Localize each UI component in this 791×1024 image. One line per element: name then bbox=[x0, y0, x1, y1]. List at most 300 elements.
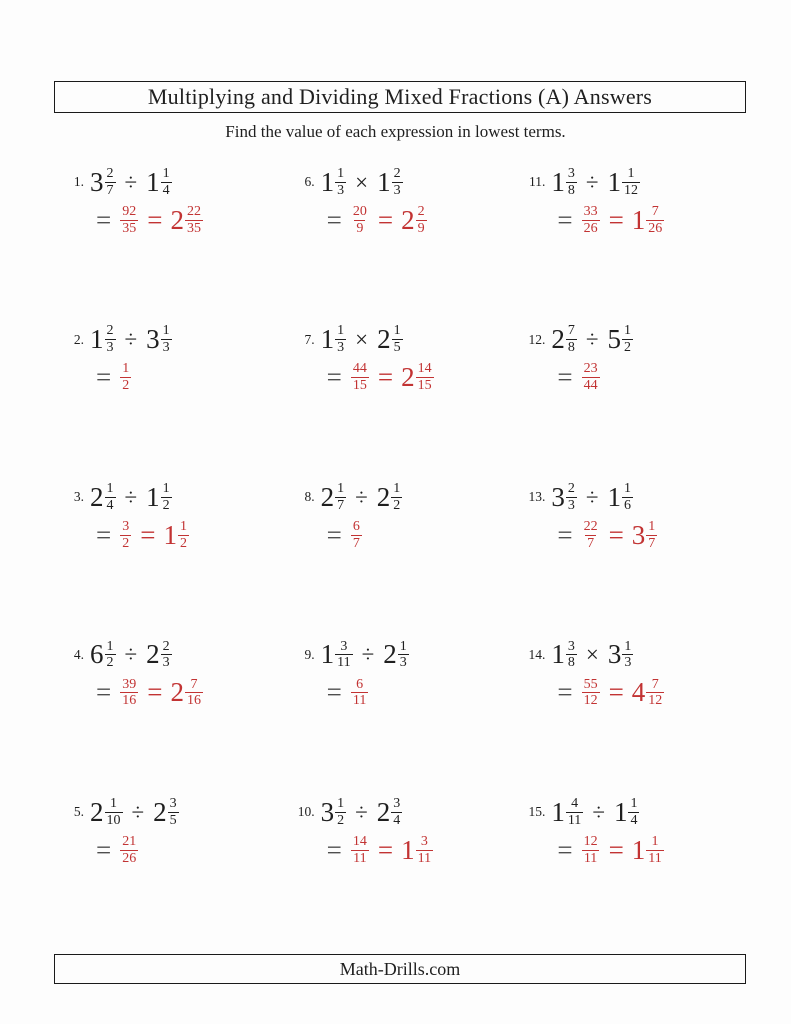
operator: ÷ bbox=[124, 484, 138, 510]
fraction-denominator: 12 bbox=[623, 182, 638, 198]
mixed-answer bbox=[163, 519, 197, 551]
fraction-numerator: 1 bbox=[630, 796, 638, 812]
worksheet-title: Multiplying and Dividing Mixed Fractions (A) Answers bbox=[147, 84, 653, 109]
question-expression bbox=[321, 639, 409, 671]
equals-sign: = bbox=[326, 519, 342, 550]
operator: × bbox=[585, 642, 599, 668]
fraction-numerator: 1 bbox=[624, 638, 632, 654]
fraction bbox=[646, 834, 663, 866]
fraction-denominator: 4 bbox=[162, 182, 170, 198]
fraction bbox=[392, 166, 403, 198]
problem-12 bbox=[515, 316, 746, 474]
first-operand bbox=[321, 796, 347, 828]
fraction bbox=[120, 519, 131, 551]
fraction-numerator: 23 bbox=[583, 361, 598, 377]
fraction-numerator: 7 bbox=[190, 676, 198, 692]
mixed-number-answer bbox=[632, 204, 665, 236]
improper-answer bbox=[581, 677, 608, 709]
fraction-numerator: 3 bbox=[169, 796, 177, 812]
question-expression bbox=[90, 796, 179, 828]
fraction-denominator: 8 bbox=[567, 655, 575, 671]
whole-number: 3 bbox=[320, 796, 335, 827]
fraction-denominator: 15 bbox=[352, 378, 367, 394]
fraction-numerator: 1 bbox=[162, 165, 170, 181]
improper-answer bbox=[119, 361, 139, 393]
fraction-denominator: 15 bbox=[417, 378, 432, 394]
answer-line bbox=[557, 515, 746, 555]
mixed-number-answer bbox=[170, 677, 203, 709]
answer-line bbox=[327, 673, 516, 713]
question-expression bbox=[551, 796, 639, 828]
fraction bbox=[335, 796, 346, 828]
question-line bbox=[54, 164, 285, 200]
second-operand bbox=[146, 639, 172, 671]
mixed-number-answer bbox=[401, 361, 434, 393]
fraction bbox=[566, 166, 577, 198]
whole-number: 1 bbox=[401, 834, 415, 865]
fraction bbox=[398, 639, 409, 671]
improper-fraction bbox=[119, 677, 138, 709]
equals-sign: = bbox=[377, 362, 394, 393]
mixed-answer bbox=[401, 834, 441, 866]
whole-number: 1 bbox=[613, 796, 628, 827]
operator: ÷ bbox=[585, 327, 599, 353]
mixed-answer bbox=[401, 204, 435, 236]
fraction-numerator: 2 bbox=[106, 323, 114, 339]
equals-sign: = bbox=[608, 204, 624, 235]
fraction-numerator: 2 bbox=[417, 203, 425, 219]
improper-answer bbox=[581, 519, 608, 551]
equals-sign: = bbox=[326, 834, 342, 865]
fraction-denominator: 11 bbox=[567, 812, 582, 828]
fraction bbox=[416, 204, 427, 236]
fraction-denominator: 7 bbox=[648, 535, 656, 551]
whole-number: 2 bbox=[146, 639, 160, 670]
equals-sign: = bbox=[377, 834, 394, 865]
question-line bbox=[515, 637, 746, 673]
fraction-numerator: 14 bbox=[352, 834, 367, 850]
answer-line bbox=[557, 358, 746, 398]
equals-sign: = bbox=[326, 362, 342, 393]
fraction-denominator: 11 bbox=[352, 693, 367, 709]
mixed-answer bbox=[170, 677, 211, 709]
problem-number: 13. bbox=[528, 489, 546, 505]
fraction-denominator: 11 bbox=[648, 850, 662, 866]
fraction-numerator: 1 bbox=[393, 323, 401, 339]
problem-11 bbox=[515, 158, 746, 316]
whole-number: 1 bbox=[146, 481, 160, 512]
fraction-denominator: 10 bbox=[106, 812, 121, 828]
problem-number: 4. bbox=[73, 646, 84, 662]
problem-10 bbox=[285, 788, 516, 946]
fraction-denominator: 2 bbox=[122, 378, 130, 394]
whole-number: 4 bbox=[631, 677, 646, 708]
whole-number: 2 bbox=[551, 324, 565, 355]
fraction-numerator: 33 bbox=[583, 203, 598, 219]
fraction-numerator: 1 bbox=[162, 481, 170, 497]
question-line bbox=[285, 164, 516, 200]
problem-number: 9. bbox=[304, 646, 315, 662]
fraction bbox=[168, 796, 179, 828]
question-expression bbox=[321, 796, 403, 828]
operator: ÷ bbox=[585, 484, 599, 510]
fraction-denominator: 11 bbox=[417, 850, 432, 866]
first-operand bbox=[551, 166, 577, 198]
fraction-denominator: 2 bbox=[106, 655, 114, 671]
fraction-numerator: 3 bbox=[340, 638, 348, 654]
fraction-numerator: 14 bbox=[417, 361, 432, 377]
fraction-denominator: 8 bbox=[567, 182, 575, 198]
problem-number: 7. bbox=[304, 331, 315, 347]
operator: ÷ bbox=[361, 642, 375, 668]
problem-number: 8. bbox=[304, 489, 315, 505]
fraction-denominator: 3 bbox=[337, 340, 345, 356]
fraction bbox=[335, 639, 352, 671]
whole-number: 2 bbox=[320, 481, 335, 512]
fraction-denominator: 35 bbox=[122, 220, 137, 236]
question-line bbox=[54, 479, 285, 515]
fraction-numerator: 3 bbox=[420, 834, 428, 850]
mixed-number-answer bbox=[401, 834, 433, 866]
fraction bbox=[391, 481, 402, 513]
second-operand bbox=[146, 166, 172, 198]
problem-3 bbox=[54, 473, 285, 631]
equals-sign: = bbox=[608, 677, 624, 708]
whole-number: 2 bbox=[377, 324, 391, 355]
second-operand bbox=[377, 796, 403, 828]
fraction bbox=[582, 519, 600, 551]
improper-answer bbox=[350, 834, 377, 866]
fraction-denominator: 2 bbox=[393, 497, 401, 513]
fraction-denominator: 7 bbox=[352, 535, 360, 551]
first-operand bbox=[551, 481, 577, 513]
operator: ÷ bbox=[355, 799, 368, 825]
second-operand bbox=[377, 166, 403, 198]
question-line bbox=[54, 637, 285, 673]
equals-sign: = bbox=[557, 834, 573, 865]
second-operand bbox=[153, 796, 179, 828]
improper-fraction bbox=[119, 834, 138, 866]
improper-fraction bbox=[350, 361, 369, 393]
fraction bbox=[161, 323, 172, 355]
fraction bbox=[646, 677, 664, 709]
improper-answer bbox=[581, 834, 608, 866]
mixed-number-answer bbox=[632, 834, 664, 866]
first-operand bbox=[551, 796, 583, 828]
fraction-numerator: 20 bbox=[352, 203, 367, 219]
fraction-denominator: 4 bbox=[393, 812, 401, 828]
second-operand bbox=[607, 481, 633, 513]
improper-fraction bbox=[350, 834, 369, 866]
operator: ÷ bbox=[124, 642, 138, 668]
fraction-denominator: 2 bbox=[122, 535, 130, 551]
answer-line bbox=[96, 830, 285, 870]
whole-number: 2 bbox=[383, 639, 397, 670]
whole-number: 1 bbox=[90, 324, 104, 355]
whole-number: 2 bbox=[170, 677, 184, 708]
second-operand bbox=[146, 481, 172, 513]
question-line bbox=[515, 479, 746, 515]
whole-number: 3 bbox=[607, 639, 622, 670]
improper-answer bbox=[350, 361, 377, 393]
fraction-numerator: 1 bbox=[179, 519, 187, 535]
first-operand bbox=[321, 481, 347, 513]
question-expression bbox=[551, 481, 633, 513]
fraction-denominator: 3 bbox=[337, 182, 345, 198]
mixed-answer bbox=[170, 204, 211, 236]
improper-answer bbox=[350, 204, 377, 236]
first-operand bbox=[551, 323, 577, 355]
fraction-denominator: 3 bbox=[567, 497, 575, 513]
answer-line bbox=[557, 200, 746, 240]
fraction bbox=[161, 639, 172, 671]
equals-sign: = bbox=[326, 677, 342, 708]
first-operand bbox=[90, 166, 116, 198]
answer-line bbox=[327, 200, 516, 240]
problem-9 bbox=[285, 631, 516, 789]
operator: ÷ bbox=[124, 169, 138, 195]
fraction bbox=[582, 834, 600, 866]
fraction-numerator: 22 bbox=[186, 203, 201, 219]
fraction-numerator: 1 bbox=[393, 481, 401, 497]
fraction-numerator: 7 bbox=[651, 676, 659, 692]
fraction bbox=[622, 166, 640, 198]
whole-number: 1 bbox=[607, 481, 621, 512]
fraction-denominator: 7 bbox=[587, 535, 595, 551]
answer-line bbox=[327, 358, 516, 398]
fraction bbox=[105, 796, 123, 828]
question-line bbox=[285, 637, 516, 673]
whole-number: 3 bbox=[631, 519, 646, 550]
fraction-denominator: 26 bbox=[648, 220, 663, 236]
answer-line bbox=[557, 673, 746, 713]
second-operand bbox=[607, 323, 633, 355]
fraction bbox=[622, 481, 633, 513]
operator: ÷ bbox=[592, 799, 605, 825]
fraction-numerator: 1 bbox=[106, 638, 114, 654]
whole-number: 5 bbox=[607, 324, 621, 355]
footer-box bbox=[54, 954, 746, 984]
fraction-denominator: 4 bbox=[106, 497, 114, 513]
improper-answer bbox=[119, 834, 146, 866]
fraction-denominator: 9 bbox=[417, 220, 425, 236]
improper-fraction bbox=[119, 361, 131, 393]
whole-number: 1 bbox=[377, 166, 391, 197]
whole-number: 1 bbox=[551, 639, 565, 670]
question-line bbox=[515, 164, 746, 200]
problem-15 bbox=[515, 788, 746, 946]
fraction-numerator: 39 bbox=[122, 676, 137, 692]
fraction-denominator: 11 bbox=[353, 850, 367, 866]
fraction bbox=[582, 361, 600, 393]
whole-number: 1 bbox=[551, 796, 565, 827]
whole-number: 1 bbox=[320, 166, 335, 197]
problem-13 bbox=[515, 473, 746, 631]
question-expression bbox=[321, 323, 403, 355]
equals-sign: = bbox=[96, 204, 112, 235]
fraction-denominator: 35 bbox=[186, 220, 201, 236]
whole-number: 6 bbox=[90, 639, 104, 670]
operator: ÷ bbox=[585, 169, 599, 195]
whole-number: 2 bbox=[401, 204, 415, 235]
equals-sign: = bbox=[96, 834, 112, 865]
fraction bbox=[120, 361, 131, 393]
whole-number: 1 bbox=[607, 166, 621, 197]
fraction bbox=[351, 834, 369, 866]
fraction-numerator: 12 bbox=[583, 834, 598, 850]
fraction bbox=[628, 796, 639, 828]
fraction-numerator: 2 bbox=[567, 481, 575, 497]
problem-number: 14. bbox=[528, 646, 546, 662]
fraction bbox=[105, 481, 116, 513]
fraction bbox=[161, 481, 172, 513]
fraction bbox=[391, 796, 402, 828]
fraction-numerator: 21 bbox=[122, 834, 137, 850]
fraction bbox=[105, 323, 116, 355]
whole-number: 2 bbox=[90, 481, 104, 512]
improper-fraction bbox=[350, 677, 368, 709]
worksheet-title-box bbox=[54, 81, 746, 113]
question-expression bbox=[90, 166, 172, 198]
first-operand bbox=[551, 639, 577, 671]
improper-fraction bbox=[581, 204, 600, 236]
fraction-numerator: 1 bbox=[627, 165, 635, 181]
answer-line bbox=[557, 830, 746, 870]
question-expression bbox=[90, 323, 172, 355]
fraction-denominator: 26 bbox=[122, 850, 137, 866]
improper-fraction bbox=[581, 677, 600, 709]
fraction-numerator: 1 bbox=[337, 481, 345, 497]
fraction-denominator: 3 bbox=[162, 340, 170, 356]
equals-sign: = bbox=[377, 204, 394, 235]
mixed-number-answer bbox=[632, 677, 665, 709]
improper-answer bbox=[119, 519, 139, 551]
equals-sign: = bbox=[96, 362, 112, 393]
answer-line bbox=[96, 200, 285, 240]
improper-answer bbox=[119, 677, 146, 709]
fraction-numerator: 1 bbox=[337, 796, 345, 812]
fraction bbox=[120, 204, 138, 236]
problem-8 bbox=[285, 473, 516, 631]
equals-sign: = bbox=[557, 677, 573, 708]
question-line bbox=[285, 479, 516, 515]
fraction-denominator: 26 bbox=[583, 220, 598, 236]
equals-sign: = bbox=[608, 834, 624, 865]
mixed-number-answer bbox=[401, 204, 427, 236]
improper-answer bbox=[581, 204, 608, 236]
fraction-numerator: 3 bbox=[122, 519, 130, 535]
mixed-answer bbox=[632, 677, 673, 709]
fraction-numerator: 1 bbox=[162, 323, 170, 339]
fraction-denominator: 3 bbox=[162, 655, 170, 671]
problem-number: 10. bbox=[297, 804, 315, 820]
fraction-numerator: 1 bbox=[106, 481, 114, 497]
fraction-denominator: 44 bbox=[583, 378, 598, 394]
question-line bbox=[515, 322, 746, 358]
answer-line bbox=[96, 673, 285, 713]
fraction-denominator: 2 bbox=[179, 535, 187, 551]
problem-6 bbox=[285, 158, 516, 316]
problem-7 bbox=[285, 316, 516, 474]
fraction-numerator: 6 bbox=[356, 676, 364, 692]
equals-sign: = bbox=[557, 362, 573, 393]
whole-number: 1 bbox=[631, 204, 646, 235]
problem-number: 11. bbox=[528, 174, 546, 189]
fraction-numerator: 1 bbox=[122, 361, 130, 377]
fraction-denominator: 5 bbox=[169, 812, 177, 828]
equals-sign: = bbox=[557, 204, 573, 235]
fraction-numerator: 22 bbox=[583, 519, 598, 535]
fraction-denominator: 3 bbox=[399, 655, 407, 671]
question-expression bbox=[90, 639, 172, 671]
improper-fraction bbox=[350, 204, 369, 236]
fraction-numerator: 1 bbox=[399, 638, 407, 654]
fraction-denominator: 2 bbox=[162, 497, 170, 513]
question-expression bbox=[321, 481, 403, 513]
fraction bbox=[582, 677, 600, 709]
operator: × bbox=[355, 327, 369, 353]
fraction-denominator: 8 bbox=[567, 340, 575, 356]
fraction bbox=[178, 519, 189, 551]
problem-1 bbox=[54, 158, 285, 316]
fraction bbox=[185, 677, 203, 709]
fraction-denominator: 12 bbox=[648, 693, 663, 709]
problem-number: 6. bbox=[304, 174, 315, 189]
fraction bbox=[566, 796, 583, 828]
problem-number: 15. bbox=[528, 804, 546, 820]
fraction-denominator: 3 bbox=[393, 182, 401, 198]
whole-number: 1 bbox=[320, 639, 335, 670]
second-operand bbox=[377, 323, 403, 355]
question-line bbox=[515, 794, 746, 830]
fraction bbox=[566, 323, 577, 355]
fraction bbox=[351, 519, 362, 551]
fraction-numerator: 1 bbox=[110, 796, 117, 812]
fraction bbox=[392, 323, 403, 355]
equals-sign: = bbox=[140, 519, 156, 550]
whole-number: 1 bbox=[551, 166, 565, 197]
question-line bbox=[54, 322, 285, 358]
fraction bbox=[105, 639, 116, 671]
equals-sign: = bbox=[96, 677, 112, 708]
second-operand bbox=[377, 481, 403, 513]
improper-fraction bbox=[581, 519, 600, 551]
whole-number: 1 bbox=[631, 834, 646, 865]
fraction-numerator: 4 bbox=[571, 796, 579, 812]
instruction-text: Find the value of each expression in lowest terms. bbox=[225, 122, 566, 141]
fraction bbox=[566, 481, 577, 513]
fraction-numerator: 55 bbox=[583, 676, 598, 692]
second-operand bbox=[607, 166, 640, 198]
problem-14 bbox=[515, 631, 746, 789]
fraction-denominator: 7 bbox=[106, 182, 114, 198]
fraction-numerator: 7 bbox=[651, 203, 659, 219]
fraction bbox=[105, 166, 116, 198]
fraction-denominator: 2 bbox=[623, 340, 631, 356]
fraction bbox=[351, 361, 369, 393]
fraction-denominator: 16 bbox=[122, 693, 137, 709]
improper-answer bbox=[350, 519, 370, 551]
fraction-denominator: 11 bbox=[337, 655, 351, 671]
fraction-numerator: 7 bbox=[567, 323, 575, 339]
problem-number: 3. bbox=[73, 489, 84, 505]
fraction-numerator: 1 bbox=[651, 834, 659, 850]
improper-answer bbox=[581, 361, 608, 393]
second-operand bbox=[608, 639, 634, 671]
equals-sign: = bbox=[557, 519, 573, 550]
fraction-denominator: 7 bbox=[337, 497, 345, 513]
equals-sign: = bbox=[147, 677, 163, 708]
